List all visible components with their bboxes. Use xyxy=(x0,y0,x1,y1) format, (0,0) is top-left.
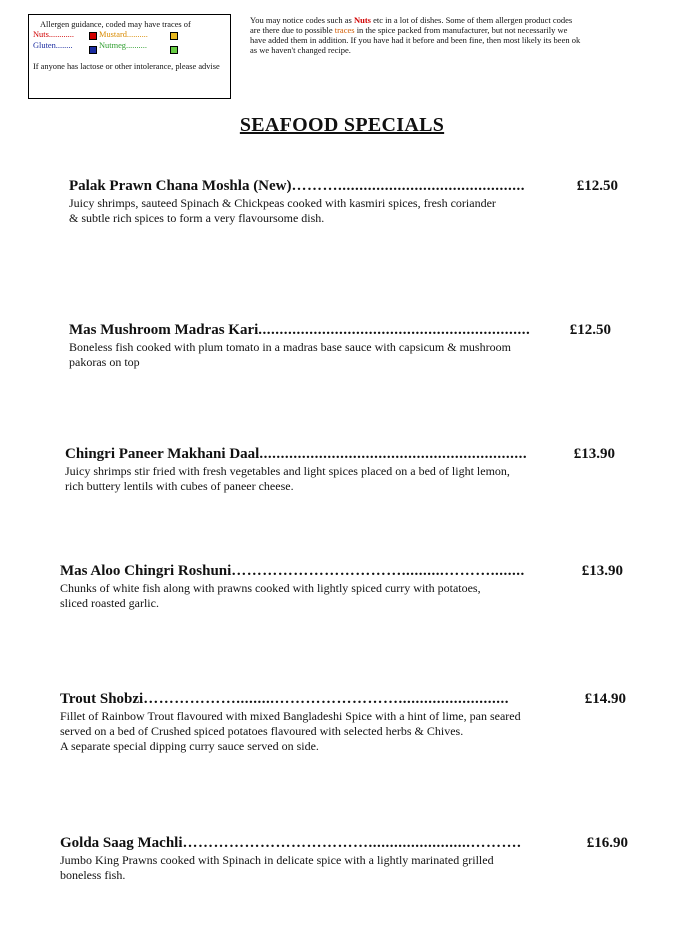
dish-name: Golda Saag Machli xyxy=(60,835,183,851)
dish-leader-dots: ……………………………..........………........ xyxy=(231,563,525,579)
dish-heading xyxy=(60,834,628,852)
notice-text: as we haven't changed recipe. xyxy=(250,45,351,55)
dish-price: £12.50 xyxy=(576,178,618,194)
dish-golda-saag-machli xyxy=(60,834,628,883)
dish-leader-dots: ………............................................ xyxy=(291,178,526,194)
dish-description xyxy=(65,464,615,494)
dish-price: £14.90 xyxy=(584,691,626,707)
description-line: boneless fish. xyxy=(60,868,126,882)
description-line: Jumbo King Prawns cooked with Spinach in delicate spice with a lightly marinated grilled xyxy=(60,853,494,867)
gluten-code-square xyxy=(89,46,97,54)
dish-price: £13.90 xyxy=(573,446,615,462)
description-line: served on a bed of Crushed spiced potatoes flavoured with selected herbs & Chives. xyxy=(60,724,464,738)
dish-heading xyxy=(60,690,626,708)
allergen-gluten-label: Gluten........ xyxy=(33,41,73,50)
description-line: Fillet of Rainbow Trout flavoured with mixed Bangladeshi Spice with a hint of lime, pan seared xyxy=(60,709,521,723)
notice-nuts-word: Nuts xyxy=(353,15,371,25)
description-line: Juicy shrimps stir fried with fresh vegetables and light spices placed on a bed of light lemon, xyxy=(65,464,510,478)
description-line: A separate special dipping curry sauce served on side. xyxy=(60,739,319,753)
notice-text: You may notice codes such as xyxy=(250,15,354,25)
dish-palak-prawn-chana-moshla xyxy=(69,177,618,226)
page-title: SEAFOOD SPECIALS xyxy=(239,114,445,136)
description-line: sliced roasted garlic. xyxy=(60,596,159,610)
dish-trout-shobzi xyxy=(60,690,626,754)
dish-heading xyxy=(65,445,615,463)
dish-heading xyxy=(69,321,611,339)
allergen-nutmeg-label: Nutmeg.......... xyxy=(99,41,147,50)
nutmeg-code-square xyxy=(170,46,178,54)
intolerance-note: If anyone has lactose or other intolerance, please advise xyxy=(33,62,220,71)
description-line: Juicy shrimps, sauteed Spinach & Chickpeas cooked with kasmiri spices, fresh coriander xyxy=(69,196,496,210)
description-line: Chunks of white fish along with prawns cooked with lightly spiced curry with potatoes, xyxy=(60,581,481,595)
dish-heading xyxy=(60,562,623,580)
notice-text: in the spice packed from manufacturer, but not necessarily we xyxy=(354,25,568,35)
nuts-code-square xyxy=(89,32,97,40)
notice-text: etc in a lot of dishes. Some of them allergen product codes xyxy=(370,15,573,25)
dish-heading xyxy=(69,177,618,195)
dish-description xyxy=(60,581,623,611)
description-line: pakoras on top xyxy=(69,355,140,369)
dish-name: Trout Shobzi xyxy=(60,691,144,707)
dish-price: £16.90 xyxy=(586,835,628,851)
allergen-mustard-label: Mustard.......... xyxy=(99,30,148,39)
allergen-notice xyxy=(250,15,660,55)
dish-name: Mas Aloo Chingri Roshuni xyxy=(60,563,232,579)
allergen-guidance-box xyxy=(28,14,231,99)
description-line: Boneless fish cooked with plum tomato in a madras base sauce with capsicum & mushroom xyxy=(69,340,511,354)
dish-leader-dots: ............................................................... xyxy=(259,446,528,462)
dish-description xyxy=(60,709,626,754)
dish-name: Chingri Paneer Makhani Daal xyxy=(65,446,260,462)
allergen-nuts-label: Nuts............ xyxy=(33,30,74,39)
dish-name: Palak Prawn Chana Moshla (New) xyxy=(69,178,292,194)
allergen-title: Allergen guidance, coded may have traces of xyxy=(40,20,191,29)
dish-leader-dots: ……………….........…………………….......................... xyxy=(143,691,509,707)
description-line: & subtle rich spices to form a very flavoursome dish. xyxy=(69,211,325,225)
dish-leader-dots: ………………………………........................………. xyxy=(182,835,522,851)
dish-mas-aloo-chingri-roshuni xyxy=(60,562,623,611)
description-line: rich buttery lentils with cubes of paneer cheese. xyxy=(65,479,294,493)
dish-chingri-paneer-makhani-daal xyxy=(65,445,615,494)
dish-description xyxy=(69,196,618,226)
dish-leader-dots: ................................................................ xyxy=(258,322,531,338)
dish-price: £13.90 xyxy=(581,563,623,579)
dish-mas-mushroom-madras-kari xyxy=(69,321,611,370)
dish-price: £12.50 xyxy=(569,322,611,338)
notice-traces-word: traces xyxy=(334,25,355,35)
dish-description xyxy=(69,340,611,370)
mustard-code-square xyxy=(170,32,178,40)
dish-name: Mas Mushroom Madras Kari xyxy=(69,322,259,338)
notice-text: are there due to possible xyxy=(250,25,335,35)
dish-description xyxy=(60,853,628,883)
notice-text: have added them in addition. If you have had it before and been fine, then most likely its been ok xyxy=(250,35,581,45)
